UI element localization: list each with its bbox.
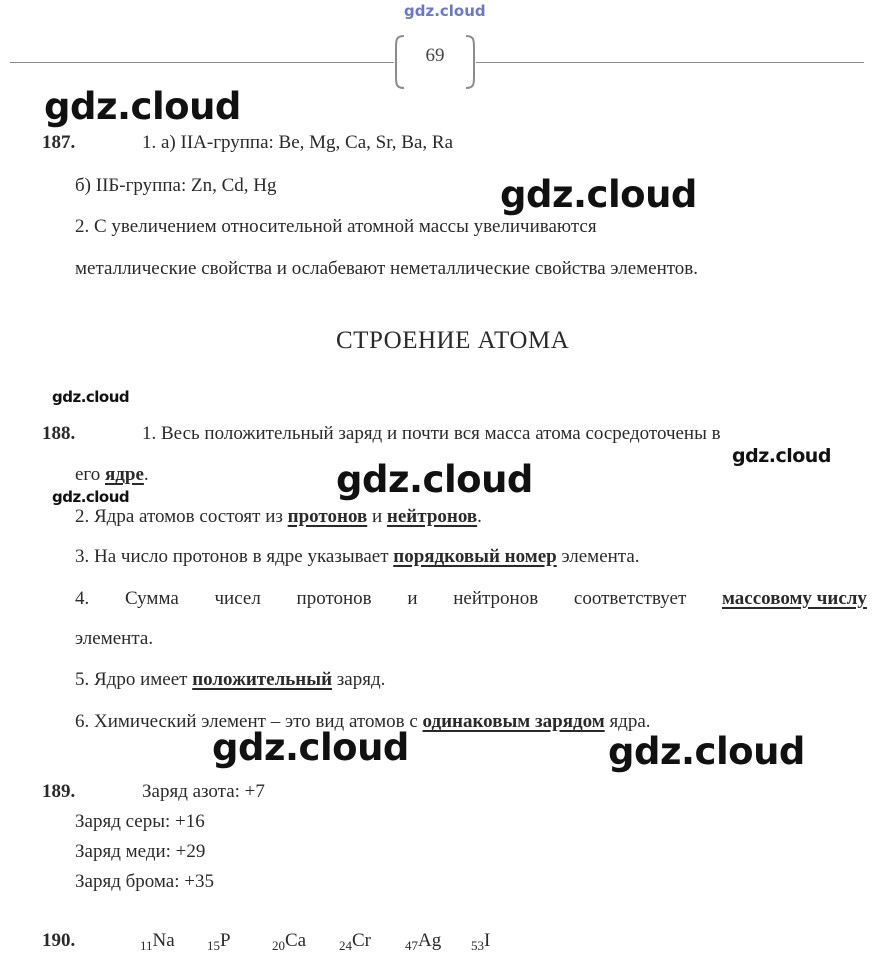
watermark-1: gdz.cloud <box>44 85 241 128</box>
section-heading: СТРОЕНИЕ АТОМА <box>336 327 570 354</box>
answer-187-line-2: б) IIБ-группа: Zn, Cd, Hg <box>75 175 277 196</box>
element-6 <box>471 930 490 957</box>
exercise-number-187: 187. <box>42 132 76 153</box>
answer-188-line-5 <box>75 588 867 610</box>
keyword-same-charge: одинаковым зарядом <box>422 711 605 732</box>
line-word: нейтронов <box>453 588 539 609</box>
page-number: 69 <box>425 45 445 66</box>
watermark-4: gdz.cloud <box>336 458 533 501</box>
line-text: ядра. <box>604 711 651 732</box>
element-symbol: Na <box>152 930 175 951</box>
watermark-5: gdz.cloud <box>732 445 831 467</box>
keyword-positive: положительный <box>192 669 333 690</box>
element-symbol: P <box>220 930 231 951</box>
header-rule-left <box>10 62 394 63</box>
line-word: Сумма <box>124 588 179 609</box>
header-rule-right <box>476 62 864 63</box>
answer-188-line-2 <box>75 464 149 486</box>
element-1 <box>140 930 175 957</box>
atomic-number: 47 <box>405 938 418 953</box>
line-text: . <box>477 506 482 527</box>
element-2 <box>207 930 231 957</box>
atomic-number: 11 <box>140 938 153 953</box>
element-symbol: Cr <box>352 930 371 951</box>
element-5 <box>405 930 441 957</box>
keyword-protons: протонов <box>287 506 368 527</box>
exercise-number-189: 189. <box>42 781 76 802</box>
element-symbol: Ca <box>285 930 307 951</box>
line-text: его <box>75 464 106 485</box>
atomic-number: 20 <box>272 938 285 953</box>
answer-188-line-3 <box>75 506 482 528</box>
element-symbol: Ag <box>418 930 442 951</box>
line-text: 5. Ядро имеет <box>75 669 193 690</box>
atomic-number: 15 <box>207 938 220 953</box>
watermark-2: gdz.cloud <box>500 173 697 216</box>
answer-187-line-4: металлические свойства и ослабевают неметаллические свойства элементов. <box>75 258 699 279</box>
element-4 <box>339 930 371 957</box>
line-text: 3. На число протонов в ядре указывает <box>75 546 394 567</box>
line-word: и <box>407 588 418 609</box>
line-word: 4. <box>75 588 90 609</box>
line-text: заряд. <box>332 669 386 690</box>
answer-188-line-7 <box>75 669 385 691</box>
answer-189-line-1: Заряд азота: +7 <box>142 781 265 802</box>
answer-187-line-3: 2. С увеличением относительной атомной массы увеличиваются <box>75 216 597 237</box>
answer-188-line-6: элемента. <box>75 628 154 649</box>
watermark-8: gdz.cloud <box>608 730 805 773</box>
line-word: чисел <box>214 588 261 609</box>
watermark-7: gdz.cloud <box>212 726 409 769</box>
line-word: соответствует <box>573 588 687 609</box>
line-word: протонов <box>296 588 372 609</box>
answer-188-line-4 <box>75 546 640 568</box>
keyword-nucleus: ядре <box>105 464 144 485</box>
watermark-3: gdz.cloud <box>52 388 130 406</box>
answer-188-line-1: 1. Весь положительный заряд и почти вся масса атома сосредоточены в <box>142 423 721 444</box>
line-text: 2. Ядра атомов состоят из <box>75 506 288 527</box>
answer-189-line-4: Заряд брома: +35 <box>75 871 214 892</box>
line-text: элемента. <box>556 546 640 567</box>
exercise-number-190: 190. <box>42 930 76 951</box>
exercise-number-188: 188. <box>42 423 76 444</box>
element-symbol: I <box>484 930 491 951</box>
line-text: 6. Химический элемент – это вид атомов с <box>75 711 423 732</box>
keyword-atomic-number: порядковый номер <box>393 546 557 567</box>
element-3 <box>272 930 306 957</box>
atomic-number: 53 <box>471 938 484 953</box>
answer-189-line-2: Заряд серы: +16 <box>75 811 205 832</box>
answer-187-line-1: 1. а) IIA-группа: Be, Mg, Ca, Sr, Ba, Ra <box>142 132 454 153</box>
line-text: . <box>143 464 149 485</box>
keyword-mass-number: массовому числу <box>722 588 867 609</box>
answer-188-line-8 <box>75 711 651 733</box>
watermark-6: gdz.cloud <box>52 488 130 506</box>
watermark-top: gdz.cloud <box>404 2 486 20</box>
line-text: и <box>367 506 387 527</box>
answer-189-line-3: Заряд меди: +29 <box>75 841 206 862</box>
keyword-neutrons: нейтронов <box>386 506 478 527</box>
atomic-number: 24 <box>339 938 352 953</box>
